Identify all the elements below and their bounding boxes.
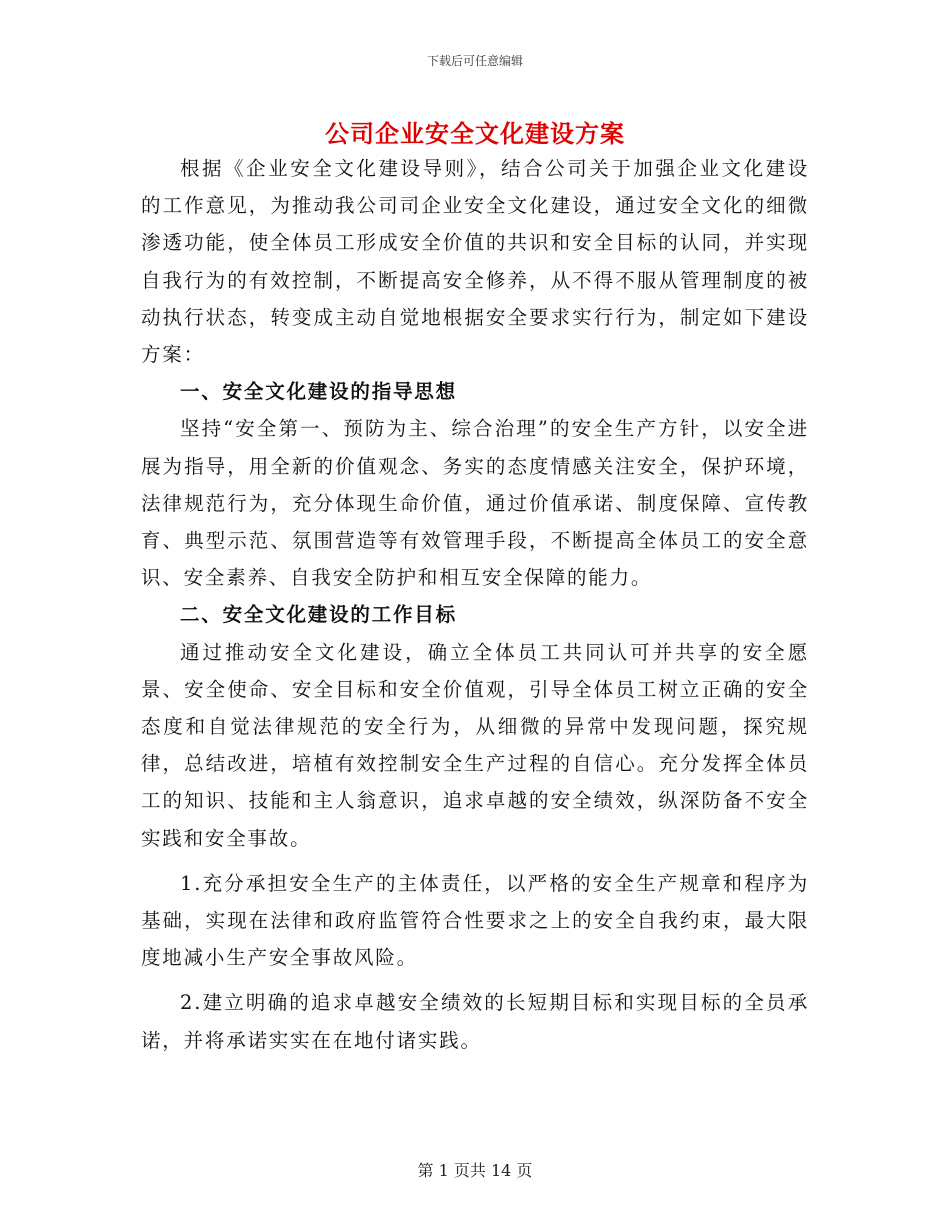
document-body <box>141 150 809 1059</box>
section-heading-work-goals: 二、安全文化建设的工作目标 <box>180 603 457 627</box>
numbered-item-2: 2.建立明确的追求卓越安全绩效的长短期目标和实现目标的全员承诺，并将承诺实实在在地付诸实践。 <box>141 991 809 1052</box>
intro-paragraph: 根据《企业安全文化建设导则》，结合公司关于加强企业文化建设的工作意见，为推动我公司司企业安全文化建设，通过安全文化的细微渗透功能，使全体员工形成安全价值的共识和安全目标的认同，并实现自我行为的有效控制，不断提高安全修养，从不得不服从管理制度的被动执行状态，转变成主动自觉地根据安全要求实行行为，制定如下建设方案： <box>141 157 809 367</box>
page-header: 下载后可任意编辑 <box>426 54 523 68</box>
page-number-footer: 第 1 页共 14 页 <box>417 1161 533 1180</box>
work-goals-paragraph: 通过推动安全文化建设，确立全体员工共同认可并共享的安全愿景、安全使命、安全目标和安全价值观，引导全体员工树立正确的安全态度和自觉法律规范的安全行为，从细微的异常中发现问题，探究规律，总结改进，培植有效控制安全生产过程的自信心。充分发挥全体员工的知识、技能和主人翁意识，追求卓越的安全绩效，纵深防备不安全实践和安全事故。 <box>141 640 809 850</box>
document-title: 公司企业安全文化建设方案 <box>325 119 625 148</box>
guiding-ideology-paragraph: 坚持“安全第一、预防为主、综合治理”的安全生产方针，以安全进展为指导，用全新的价值观念、务实的态度情感关注安全，保护环境，法律规范行为，充分体现生命价值，通过价值承诺、制度保障、宣传教育、典型示范、氛围营造等有效管理手段，不断提高全体员工的安全意识、安全素养、自我安全防护和相互安全保障的能力。 <box>141 417 809 590</box>
numbered-item-1: 1.充分承担安全生产的主体责任，以严格的安全生产规章和程序为基础，实现在法律和政府监管符合性要求之上的安全自我约束，最大限度地减小生产安全事故风险。 <box>141 871 809 970</box>
section-heading-guiding-ideology: 一、安全文化建设的指导思想 <box>180 380 457 404</box>
